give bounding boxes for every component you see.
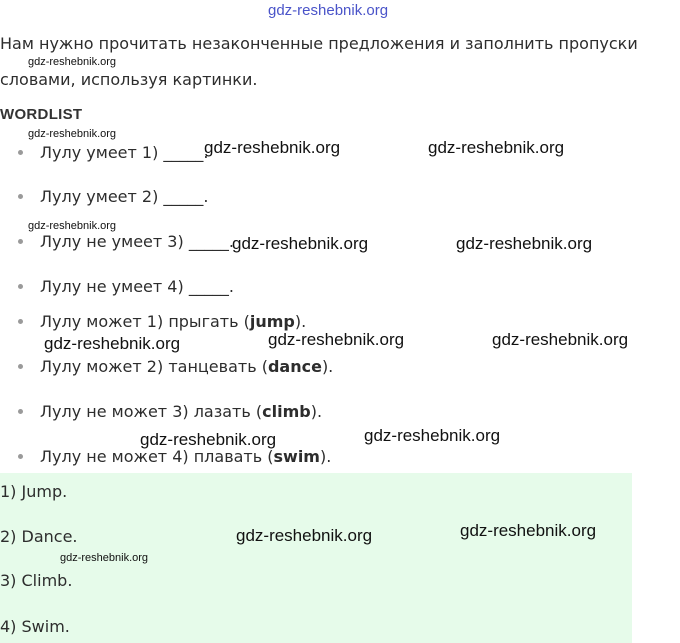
bullet: [18, 150, 23, 155]
bullet: [18, 284, 23, 289]
watermark: gdz-reshebnik.org: [460, 521, 597, 540]
watermark: gdz-reshebnik.org: [140, 430, 277, 449]
intro-line-2: словами, используя картинки.: [0, 70, 258, 89]
watermark: gdz-reshebnik.org: [60, 552, 149, 564]
bullet: [18, 194, 23, 199]
watermark: gdz-reshebnik.org: [28, 220, 117, 232]
watermark: gdz-reshebnik.org: [428, 138, 565, 157]
watermark: gdz-reshebnik.org: [44, 334, 181, 353]
bullet: [18, 454, 23, 459]
watermark: gdz-reshebnik.org: [268, 330, 405, 349]
bullet: [18, 364, 23, 369]
list-item: Лулу не может 4) плавать (swim).: [18, 447, 331, 466]
watermark: gdz-reshebnik.org: [492, 330, 629, 349]
list-item: Лулу может 1) прыгать (jump).: [18, 312, 306, 331]
list-item: Лулу может 2) танцевать (dance).: [18, 357, 333, 376]
list-item: Лулу не может 3) лазать (climb).: [18, 402, 322, 421]
watermark: gdz-reshebnik.org: [204, 138, 341, 157]
list-item: Лулу умеет 1) _____.: [18, 143, 209, 162]
answer-4: 4) Swim.: [0, 617, 70, 636]
watermark: gdz-reshebnik.org: [28, 128, 117, 140]
list-item: Лулу не умеет 4) _____.: [18, 277, 234, 296]
watermark: gdz-reshebnik.org: [364, 426, 501, 445]
watermark-top: gdz-reshebnik.org: [268, 2, 389, 19]
watermark: gdz-reshebnik.org: [232, 234, 369, 253]
list-item: Лулу не умеет 3) _____.: [18, 232, 234, 251]
answer-2: 2) Dance.: [0, 527, 78, 546]
bullet: [18, 409, 23, 414]
watermark: gdz-reshebnik.org: [236, 526, 373, 545]
list-item: Лулу умеет 2) _____.: [18, 187, 209, 206]
wordlist-heading: WORDLIST: [0, 106, 83, 123]
bullet: [18, 319, 23, 324]
answer-1: 1) Jump.: [0, 482, 68, 501]
bullet: [18, 239, 23, 244]
intro-line-1: Нам нужно прочитать незаконченные предложения и заполнить пропуски: [0, 34, 638, 53]
watermark: gdz-reshebnik.org: [28, 56, 117, 68]
watermark: gdz-reshebnik.org: [456, 234, 593, 253]
answer-3: 3) Climb.: [0, 571, 73, 590]
